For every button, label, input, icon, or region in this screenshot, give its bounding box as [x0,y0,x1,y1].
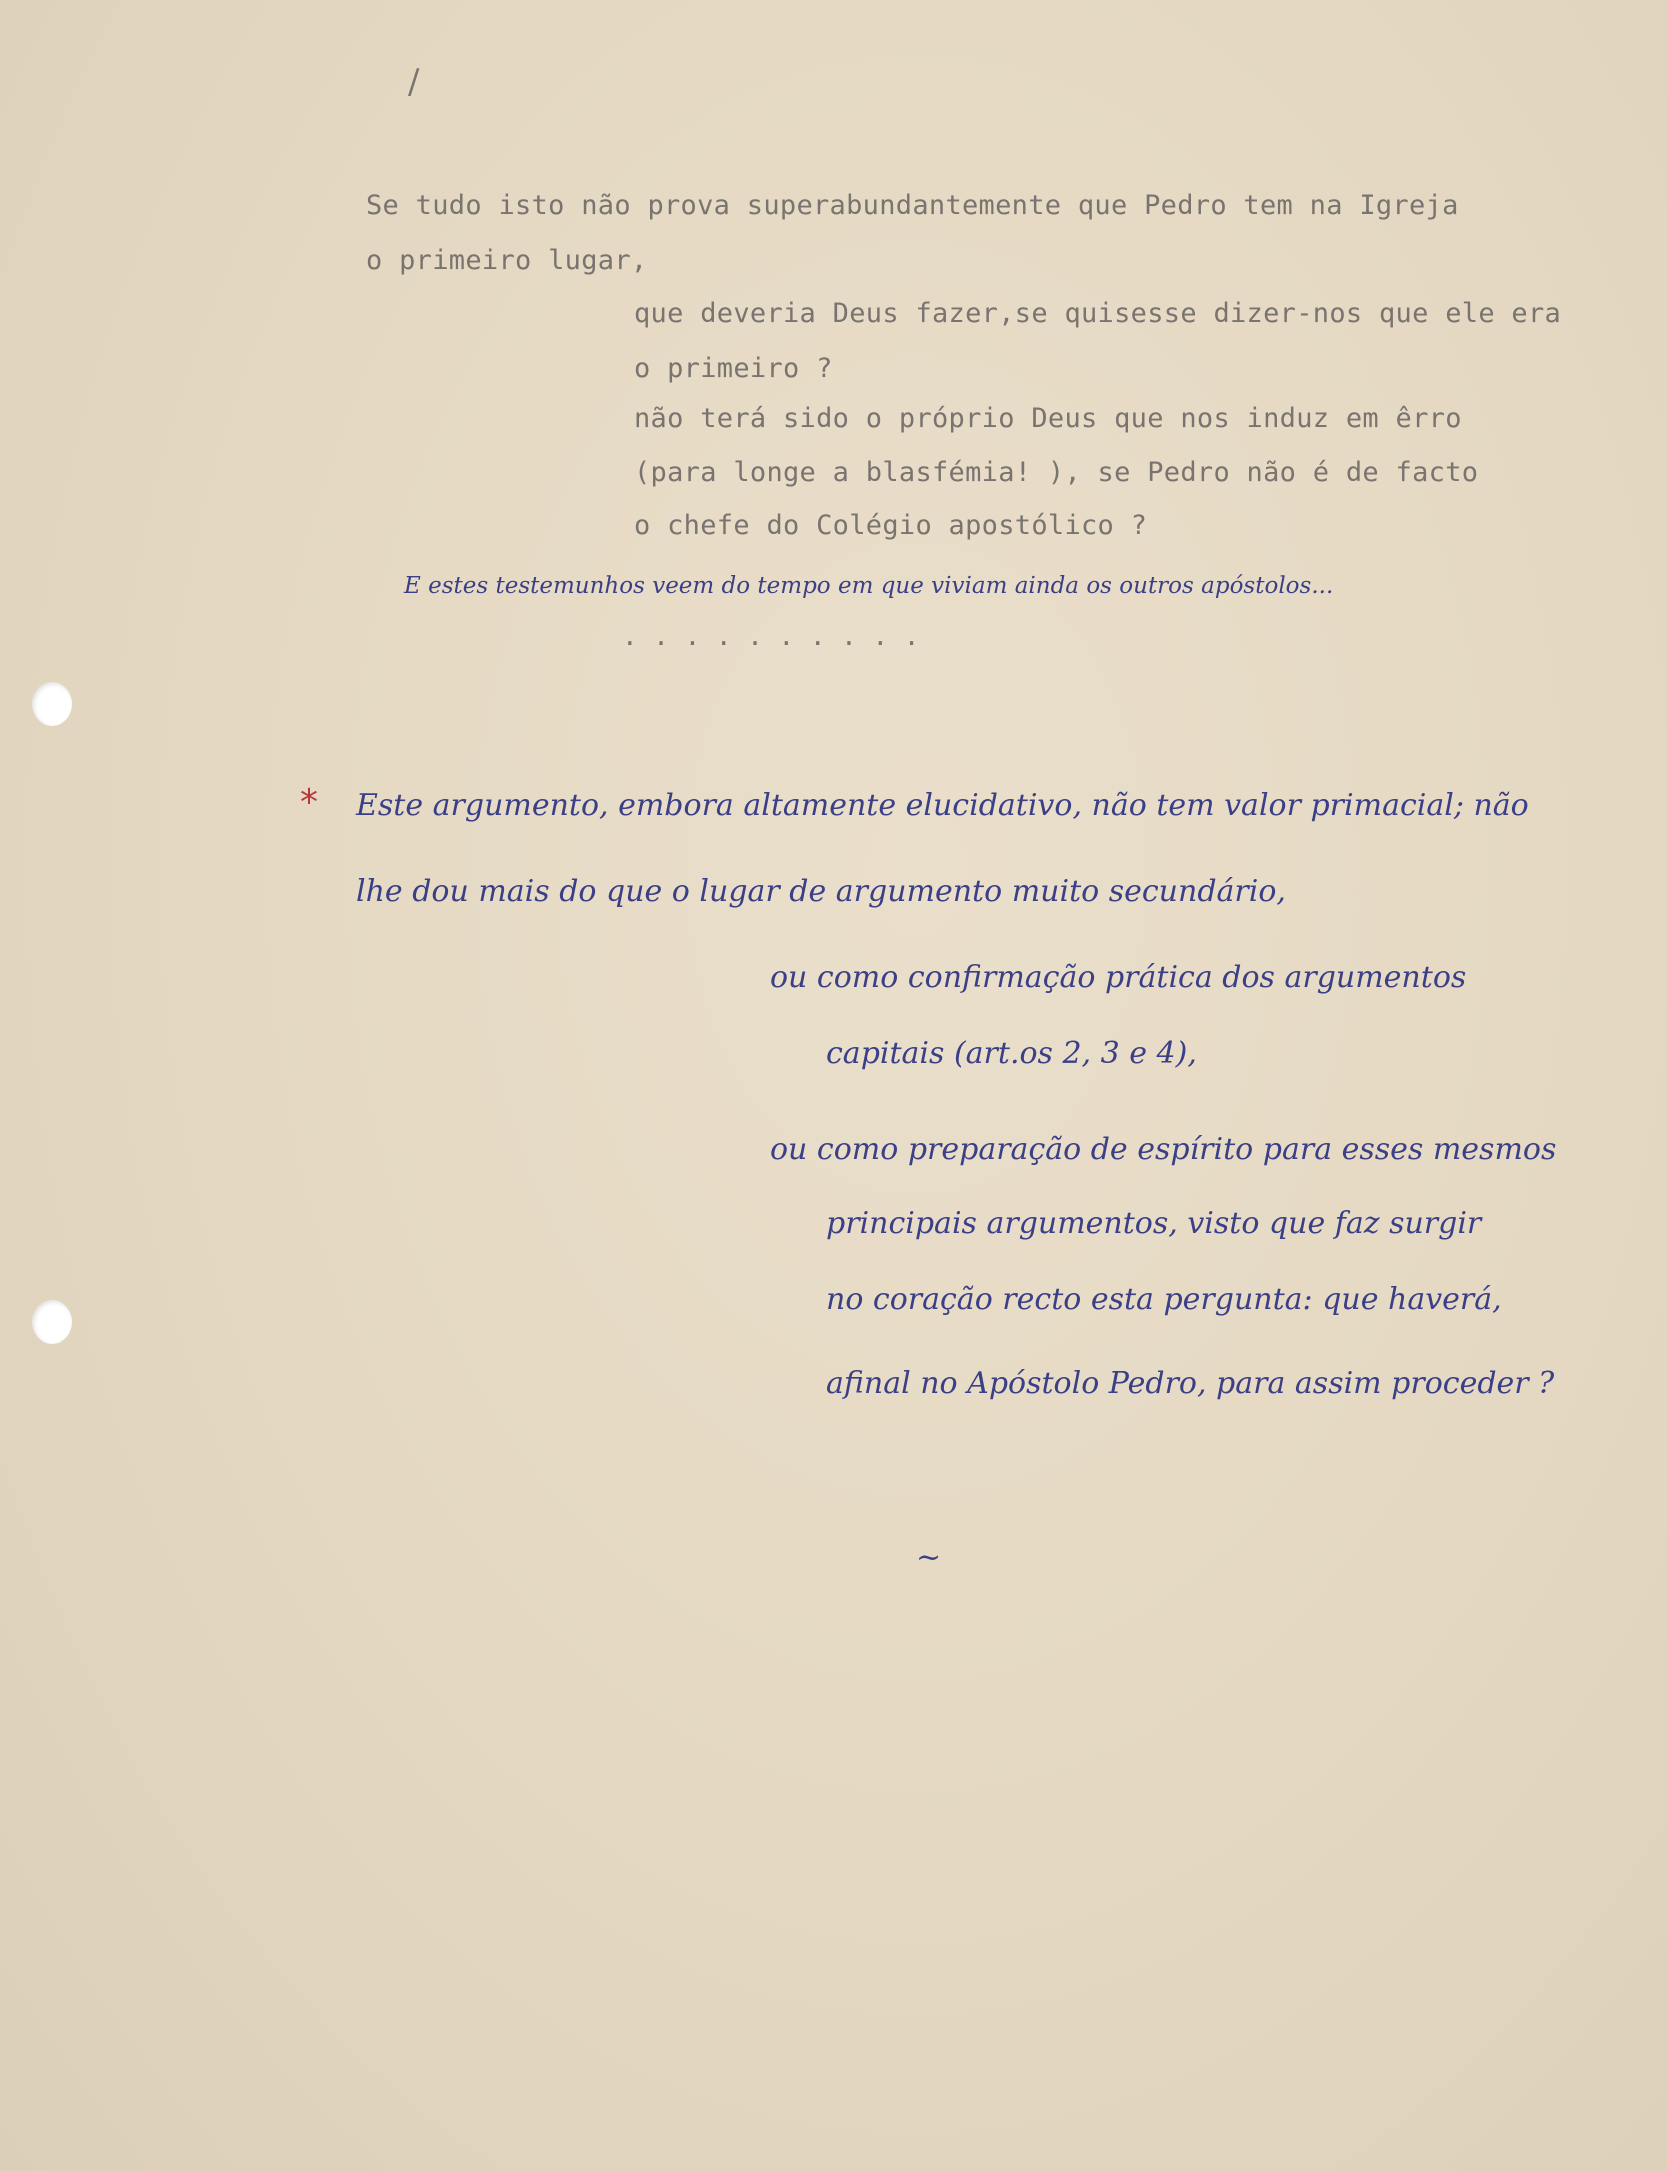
typed-line-2: o primeiro lugar, [366,245,648,276]
note-line-2: lhe dou mais do que o lugar de argumento muito secundário, [356,874,1286,909]
typed-line-3: que deveria Deus fazer,se quisesse dizer-nos que ele era [634,298,1562,329]
punch-hole-bottom [32,1300,72,1344]
typed-line-7: o chefe do Colégio apostólico ? [634,510,1148,541]
note-asterisk: * [300,782,318,823]
note-line-7: no coração recto esta pergunta: que haverá, [826,1282,1502,1317]
note-line-3: ou como confirmação prática dos argumentos [770,960,1467,995]
end-mark: ~ [916,1540,942,1575]
typed-line-5: não terá sido o próprio Deus que nos induz em êrro [634,403,1462,434]
note-line-5: ou como preparação de espírito para esses mesmos [770,1132,1557,1167]
note-line-4: capitais (art.os 2, 3 e 4), [826,1036,1197,1071]
note-line-6: principais argumentos, visto que faz surgir [826,1206,1482,1241]
note-line-1: Este argumento, embora altamente elucidativo, não tem valor primacial; não [356,788,1529,823]
handwritten-insert: E estes testemunhos veem do tempo em que viviam ainda os outros apóstolos... [404,573,1334,599]
typed-ellipsis-dots: . . . . . . . . . . [622,622,920,652]
typed-line-6: (para longe a blasfémia! ), se Pedro não é de facto [634,457,1479,488]
note-line-8: afinal no Apóstolo Pedro, para assim proceder ? [826,1366,1555,1401]
page-number-mark: / [408,62,420,102]
typed-line-1: Se tudo isto não prova superabundantemente que Pedro tem na Igreja [366,190,1459,221]
typed-line-4: o primeiro ? [634,353,833,384]
punch-hole-top [32,682,72,726]
